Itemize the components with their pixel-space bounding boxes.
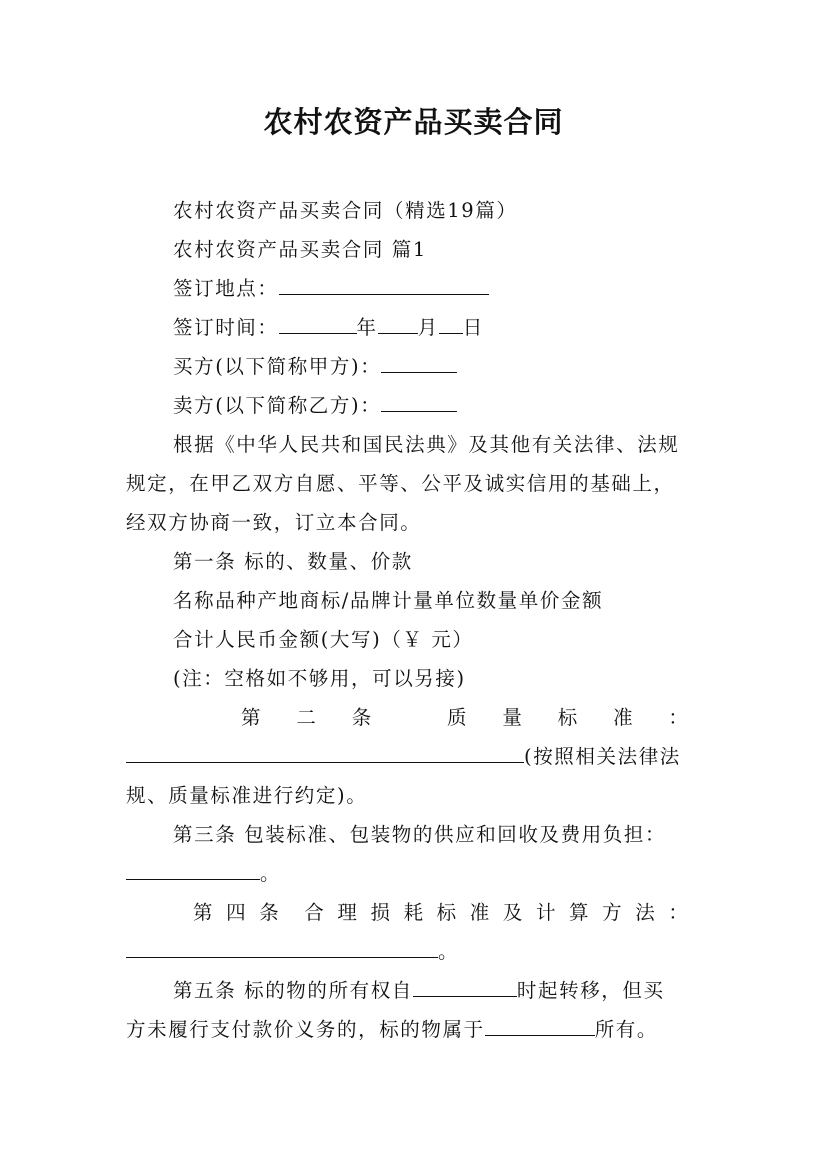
article-4-char: 及 xyxy=(502,901,523,924)
article-4-char: 计 xyxy=(535,901,556,924)
sign-time-line xyxy=(126,313,753,343)
day-blank[interactable] xyxy=(439,313,463,334)
buyer-blank[interactable] xyxy=(381,352,457,373)
table-header: 名称品种产地商标/品牌计量单位数量单价金额 xyxy=(173,589,604,612)
subtitle: 农村农资产品买卖合同（精选19篇） xyxy=(173,199,518,222)
seller-label: 卖方(以下简称乙方)： xyxy=(173,394,382,417)
article-4-char: 法 xyxy=(635,901,655,924)
article-4-char: 方 xyxy=(602,901,622,924)
sign-time-label: 签订时间： xyxy=(173,316,279,339)
article-3-blank-line xyxy=(126,859,706,889)
seller-blank[interactable] xyxy=(381,391,457,412)
article-4-char: 算 xyxy=(569,901,589,924)
year-blank[interactable] xyxy=(279,313,357,334)
article-5-line-1 xyxy=(126,976,753,1006)
article-4-char: 四 xyxy=(226,901,246,924)
article-2-line-2 xyxy=(126,742,706,772)
month-char: 月 xyxy=(417,316,439,339)
section-heading: 农村农资产品买卖合同 篇1 xyxy=(173,238,427,261)
sign-place-label: 签订地点： xyxy=(173,277,279,300)
article-5-line-2 xyxy=(126,1015,706,1045)
buyer-line xyxy=(126,352,753,382)
ownership-transfer-blank[interactable] xyxy=(413,976,517,997)
article-5-line-2-part-2: 所有。 xyxy=(594,1018,659,1041)
article-1: 第一条 标的、数量、价款 xyxy=(173,550,413,573)
article-4-heading xyxy=(193,898,688,928)
intro-line-2: 规定，在甲乙双方自愿、平等、公平及诚实信用的基础上， xyxy=(126,472,675,495)
article-2-line-3: 规、质量标准进行约定)。 xyxy=(126,784,368,807)
article-2-char: 量 xyxy=(502,706,522,729)
note: (注：空格如不够用，可以另接) xyxy=(173,667,466,690)
seller-line xyxy=(126,391,753,421)
intro-line-1: 根据《中华人民共和国民法典》及其他有关法律、法规 xyxy=(173,433,680,456)
article-4-char: 条 xyxy=(259,901,279,924)
intro-line-3: 经双方协商一致，订立本合同。 xyxy=(126,511,422,534)
article-4-char: 第 xyxy=(193,901,213,924)
period: 。 xyxy=(438,940,460,963)
ownership-blank[interactable] xyxy=(485,1015,595,1036)
packaging-blank[interactable] xyxy=(126,859,260,880)
article-2-tail: (按照相关法律法 xyxy=(524,745,681,768)
article-2-char: 准 xyxy=(613,706,633,729)
total-amount: 合计人民币金额(大写)（￥ 元） xyxy=(173,628,474,651)
document-title: 农村农资产品买卖合同 xyxy=(263,105,564,139)
article-4-char: ： xyxy=(668,901,688,924)
quality-standard-blank[interactable] xyxy=(126,742,524,763)
article-4-char: 理 xyxy=(337,901,357,924)
article-2-heading xyxy=(241,703,688,733)
article-5-part-2: 时起转移，但买 xyxy=(516,979,665,1002)
article-2-char: 标 xyxy=(557,706,578,729)
month-blank[interactable] xyxy=(378,313,418,334)
article-2-char: 二 xyxy=(296,706,316,729)
year-char: 年 xyxy=(356,316,378,339)
article-2-char: 条 xyxy=(351,706,372,729)
article-4-char: 合 xyxy=(304,901,324,924)
article-4-char: 准 xyxy=(469,901,490,924)
article-5-line-2-part-1: 方未履行支付款价义务的，标的物属于 xyxy=(126,1018,485,1041)
buyer-label: 买方(以下简称甲方)： xyxy=(173,355,382,378)
article-4-char: 标 xyxy=(436,901,457,924)
day-char: 日 xyxy=(462,316,484,339)
sign-place-line xyxy=(126,274,753,304)
article-2-char: 质 xyxy=(447,706,467,729)
loss-calculation-blank[interactable] xyxy=(126,937,438,958)
article-2-char: 第 xyxy=(241,706,261,729)
period: 。 xyxy=(260,862,282,885)
article-2-char: ： xyxy=(668,706,688,729)
sign-place-blank[interactable] xyxy=(279,274,489,295)
article-4-char: 损 xyxy=(370,901,390,924)
article-3: 第三条 包装标准、包装物的供应和回收及费用负担： xyxy=(173,823,667,846)
article-4-blank-line xyxy=(126,937,706,967)
article-5-part-1: 第五条 标的物的所有权自 xyxy=(173,979,413,1002)
article-4-char: 耗 xyxy=(403,901,424,924)
